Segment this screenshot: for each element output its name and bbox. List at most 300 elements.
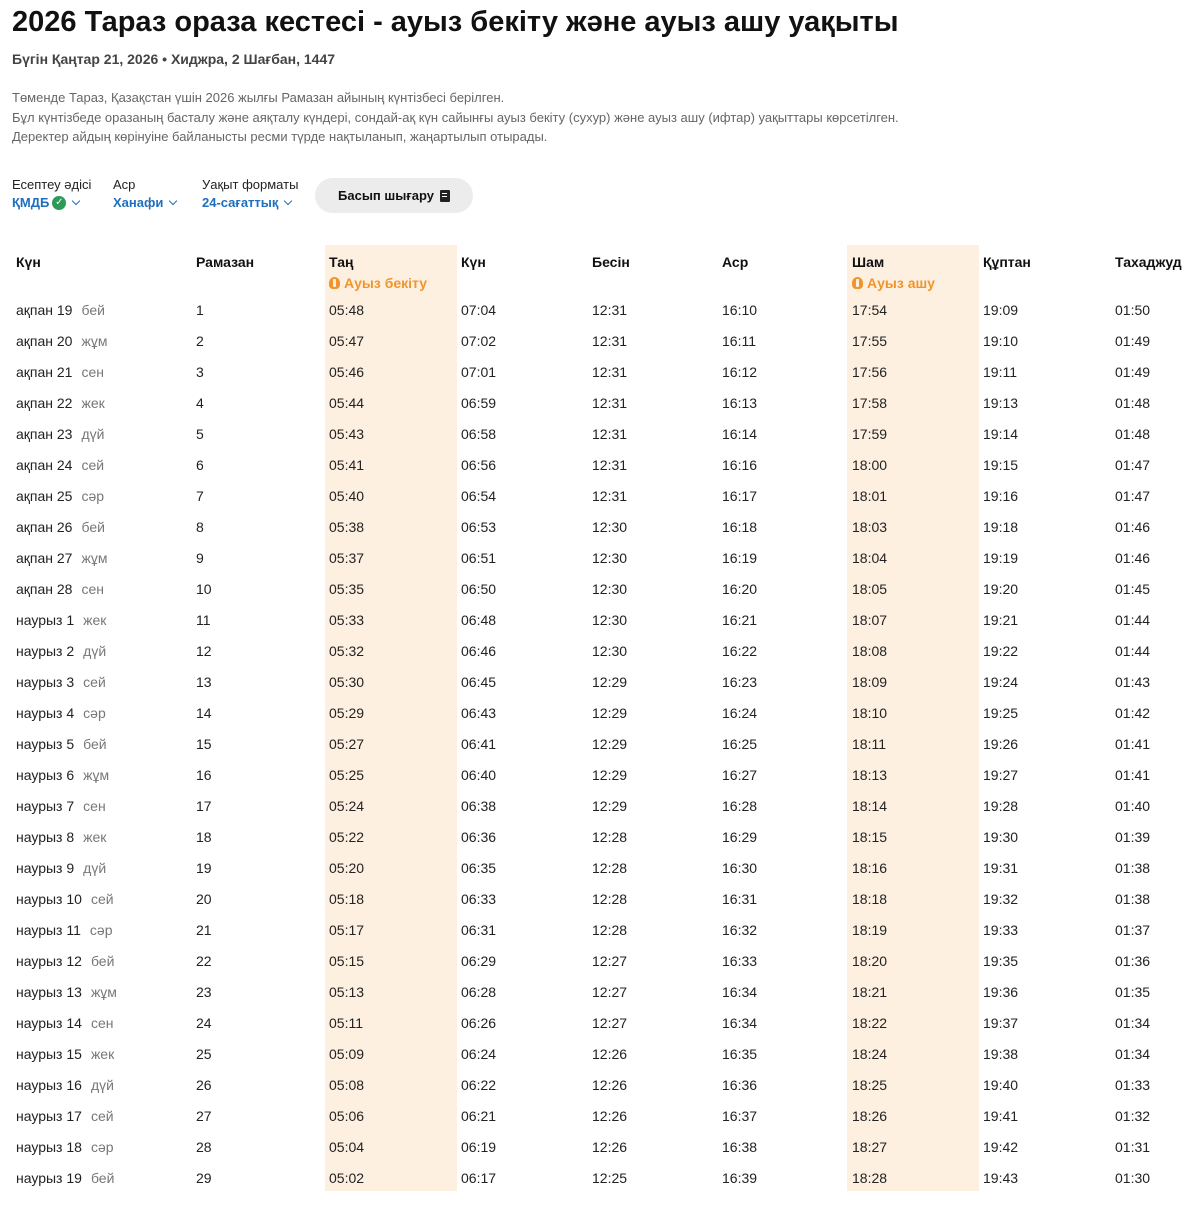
dhuhr-time-cell: 12:29 [592,705,628,721]
dhuhr-time-cell: 12:27 [592,1015,628,1031]
maghrib-time-cell: 18:25 [852,1077,888,1093]
date-cell [16,1039,114,1070]
ramadan-day-cell: 3 [196,364,204,380]
weekday-text: дүй [83,860,107,876]
ramadan-day-cell: 21 [196,922,212,938]
maghrib-time-cell: 18:28 [852,1170,888,1186]
weekday-text: сен [83,798,106,814]
header-fajr: Таң [329,254,354,270]
food-bowl-icon [329,277,340,289]
dhuhr-time-cell: 12:25 [592,1170,628,1186]
asr-time-cell: 16:28 [722,798,758,814]
table-row [0,605,1200,636]
date-text: наурыз 13 [16,984,82,1000]
fajr-time-cell: 05:35 [329,581,365,597]
fajr-time-cell: 05:09 [329,1046,365,1062]
date-text: наурыз 18 [16,1139,82,1155]
weekday-text: жұм [90,984,117,1000]
chevron-down-icon [284,197,292,205]
table-row [0,1132,1200,1163]
sunrise-time-cell: 06:59 [461,395,497,411]
today-date: Бүгін Қаңтар 21, 2026 • Хиджра, 2 Шағбан, 1447 [12,51,336,67]
sunrise-time-cell: 07:02 [461,333,497,349]
tahajjud-time-cell: 01:32 [1115,1108,1151,1124]
sunrise-time-cell: 06:50 [461,581,497,597]
ramadan-day-cell: 27 [196,1108,212,1124]
header-suhur-label: Ауыз бекіту [344,275,428,291]
dhuhr-time-cell: 12:30 [592,550,628,566]
ramadan-day-cell: 23 [196,984,212,1000]
header-iftar [852,275,935,291]
asr-time-cell: 16:34 [722,1015,758,1031]
maghrib-time-cell: 17:59 [852,426,888,442]
date-text: ақпан 19 [16,302,73,318]
maghrib-time-cell: 18:15 [852,829,888,845]
weekday-text: сәр [89,922,113,938]
header-maghrib: Шам [852,254,885,270]
date-text: наурыз 16 [16,1077,82,1093]
dhuhr-time-cell: 12:31 [592,457,628,473]
asr-time-cell: 16:23 [722,674,758,690]
table-row [0,915,1200,946]
weekday-text: дүй [90,1077,114,1093]
date-cell [16,1163,114,1194]
table-row [0,388,1200,419]
asr-time-cell: 16:34 [722,984,758,1000]
ramadan-day-cell: 25 [196,1046,212,1062]
tahajjud-time-cell: 01:40 [1115,798,1151,814]
maghrib-time-cell: 18:03 [852,519,888,535]
fajr-time-cell: 05:06 [329,1108,365,1124]
date-text: наурыз 8 [16,829,75,845]
fajr-time-cell: 05:13 [329,984,365,1000]
dhuhr-time-cell: 12:26 [592,1046,628,1062]
weekday-text: сен [81,364,105,380]
date-text: ақпан 25 [16,488,73,504]
tahajjud-time-cell: 01:45 [1115,581,1151,597]
asr-time-cell: 16:13 [722,395,758,411]
table-row [0,760,1200,791]
header-tahajjud: Тахаджуд [1115,254,1182,270]
tahajjud-time-cell: 01:30 [1115,1170,1151,1186]
date-cell [16,760,109,791]
header-isha: Құптан [983,254,1031,270]
date-text: наурыз 11 [16,922,81,938]
isha-time-cell: 19:33 [983,922,1019,938]
maghrib-time-cell: 18:00 [852,457,888,473]
weekday-text: сей [90,1108,114,1124]
header-iftar-label: Ауыз ашу [867,275,935,291]
ramadan-day-cell: 4 [196,395,204,411]
date-text: наурыз 4 [16,705,75,721]
tahajjud-time-cell: 01:38 [1115,860,1151,876]
isha-time-cell: 19:42 [983,1139,1019,1155]
maghrib-time-cell: 18:27 [852,1139,888,1155]
date-cell [16,729,107,760]
tahajjud-time-cell: 01:49 [1115,333,1151,349]
asr-time-cell: 16:25 [722,736,758,752]
sunrise-time-cell: 06:53 [461,519,497,535]
calculation-method-dropdown[interactable] [12,195,91,210]
tahajjud-time-cell: 01:46 [1115,550,1151,566]
maghrib-time-cell: 17:58 [852,395,888,411]
date-text: наурыз 19 [16,1170,82,1186]
header-dhuhr: Бесін [592,254,630,270]
dhuhr-time-cell: 12:31 [592,364,628,380]
asr-time-cell: 16:36 [722,1077,758,1093]
ramadan-day-cell: 26 [196,1077,212,1093]
maghrib-time-cell: 18:21 [852,984,888,1000]
dhuhr-time-cell: 12:26 [592,1077,628,1093]
asr-time-cell: 16:31 [722,891,758,907]
ramadan-day-cell: 12 [196,643,212,659]
fajr-time-cell: 05:22 [329,829,365,845]
fajr-time-cell: 05:47 [329,333,365,349]
asr-time-cell: 16:39 [722,1170,758,1186]
date-cell [16,698,106,729]
isha-time-cell: 19:26 [983,736,1019,752]
weekday-text: жұм [83,767,110,783]
dhuhr-time-cell: 12:31 [592,426,628,442]
ramadan-day-cell: 13 [196,674,212,690]
sunrise-time-cell: 06:17 [461,1170,497,1186]
asr-time-cell: 16:29 [722,829,758,845]
calculation-method-value: ҚМДБ [12,195,50,210]
date-text: наурыз 3 [16,674,75,690]
tahajjud-time-cell: 01:34 [1115,1015,1151,1031]
isha-time-cell: 19:27 [983,767,1019,783]
weekday-text: жұм [81,333,108,349]
fajr-time-cell: 05:44 [329,395,365,411]
weekday-text: сәр [83,705,106,721]
tahajjud-time-cell: 01:41 [1115,767,1151,783]
weekday-text: сен [81,581,105,597]
ramadan-day-cell: 10 [196,581,212,597]
date-cell [16,1070,114,1101]
maghrib-time-cell: 18:10 [852,705,888,721]
ramadan-day-cell: 9 [196,550,204,566]
sunrise-time-cell: 06:19 [461,1139,497,1155]
table-row [0,1101,1200,1132]
table-row [0,946,1200,977]
date-text: наурыз 14 [16,1015,82,1031]
maghrib-time-cell: 18:04 [852,550,888,566]
sunrise-time-cell: 07:01 [461,364,497,380]
weekday-text: жек [81,395,105,411]
asr-time-cell: 16:30 [722,860,758,876]
isha-time-cell: 19:15 [983,457,1019,473]
calculation-method-setting [12,177,91,210]
asr-time-cell: 16:10 [722,302,758,318]
fajr-time-cell: 05:29 [329,705,365,721]
dhuhr-time-cell: 12:26 [592,1139,628,1155]
tahajjud-time-cell: 01:41 [1115,736,1151,752]
weekday-text: сәр [81,488,105,504]
sunrise-time-cell: 06:36 [461,829,497,845]
sunrise-time-cell: 06:40 [461,767,497,783]
date-cell [16,295,105,326]
tahajjud-time-cell: 01:33 [1115,1077,1151,1093]
dhuhr-time-cell: 12:27 [592,953,628,969]
weekday-text: бей [81,302,105,318]
asr-time-cell: 16:18 [722,519,758,535]
date-text: ақпан 20 [16,333,73,349]
isha-time-cell: 19:20 [983,581,1019,597]
maghrib-time-cell: 18:20 [852,953,888,969]
date-cell [16,357,104,388]
asr-time-cell: 16:20 [722,581,758,597]
dhuhr-time-cell: 12:27 [592,984,628,1000]
isha-time-cell: 19:10 [983,333,1019,349]
tahajjud-time-cell: 01:36 [1115,953,1151,969]
tahajjud-time-cell: 01:47 [1115,488,1151,504]
fajr-time-cell: 05:41 [329,457,365,473]
tahajjud-time-cell: 01:50 [1115,302,1151,318]
weekday-text: сей [83,674,106,690]
sunrise-time-cell: 06:58 [461,426,497,442]
description-line: Төменде Тараз, Қазақстан үшін 2026 жылғы Рамазан айының күнтізбесі берілген. [12,90,505,105]
isha-time-cell: 19:30 [983,829,1019,845]
table-row [0,1039,1200,1070]
sunrise-time-cell: 06:24 [461,1046,497,1062]
isha-time-cell: 19:19 [983,550,1019,566]
date-cell [16,915,112,946]
dhuhr-time-cell: 12:28 [592,860,628,876]
table-row [0,667,1200,698]
weekday-text: дүй [83,643,107,659]
ramadan-day-cell: 16 [196,767,212,783]
sunrise-time-cell: 06:51 [461,550,497,566]
maghrib-time-cell: 18:07 [852,612,888,628]
sunrise-time-cell: 06:35 [461,860,497,876]
sunrise-time-cell: 06:56 [461,457,497,473]
ramadan-day-cell: 7 [196,488,204,504]
asr-time-cell: 16:21 [722,612,758,628]
maghrib-time-cell: 18:18 [852,891,888,907]
fajr-time-cell: 05:11 [329,1015,363,1031]
dhuhr-time-cell: 12:29 [592,736,628,752]
chevron-down-icon [169,197,177,205]
ramadan-day-cell: 22 [196,953,212,969]
maghrib-time-cell: 17:56 [852,364,888,380]
sunrise-time-cell: 06:26 [461,1015,497,1031]
isha-time-cell: 19:41 [983,1108,1019,1124]
asr-dropdown[interactable] [113,195,180,210]
dhuhr-time-cell: 12:31 [592,488,628,504]
table-row [0,574,1200,605]
calculation-method-label: Есептеу әдісі [12,177,92,192]
header-day: Күн [16,254,41,270]
dhuhr-time-cell: 12:28 [592,922,628,938]
dhuhr-time-cell: 12:31 [592,333,628,349]
date-cell [16,605,106,636]
fajr-time-cell: 05:18 [329,891,365,907]
weekday-text: сей [90,891,114,907]
dhuhr-time-cell: 12:29 [592,767,628,783]
fajr-time-cell: 05:08 [329,1077,365,1093]
date-text: наурыз 10 [16,891,82,907]
date-text: наурыз 5 [16,736,75,752]
fajr-time-cell: 05:15 [329,953,365,969]
weekday-text: жұм [81,550,108,566]
dhuhr-time-cell: 12:30 [592,519,628,535]
tahajjud-time-cell: 01:49 [1115,364,1151,380]
date-text: ақпан 23 [16,426,73,442]
ramadan-day-cell: 29 [196,1170,212,1186]
asr-time-cell: 16:27 [722,767,758,783]
asr-time-cell: 16:19 [722,550,758,566]
tahajjud-time-cell: 01:35 [1115,984,1151,1000]
ramadan-day-cell: 5 [196,426,204,442]
table-row [0,295,1200,326]
page-description [12,88,899,147]
ramadan-day-cell: 17 [196,798,212,814]
date-text: наурыз 2 [16,643,75,659]
fajr-time-cell: 05:33 [329,612,365,628]
fajr-time-cell: 05:40 [329,488,365,504]
weekday-text: бей [90,953,115,969]
fajr-time-cell: 05:48 [329,302,365,318]
isha-time-cell: 19:37 [983,1015,1019,1031]
sunrise-time-cell: 07:04 [461,302,497,318]
fajr-time-cell: 05:30 [329,674,365,690]
table-row [0,543,1200,574]
fajr-time-cell: 05:17 [329,922,365,938]
date-text: наурыз 9 [16,860,75,876]
table-row [0,1008,1200,1039]
tahajjud-time-cell: 01:47 [1115,457,1151,473]
dhuhr-time-cell: 12:29 [592,674,628,690]
table-row [0,357,1200,388]
weekday-text: дүй [81,426,105,442]
date-text: наурыз 15 [16,1046,82,1062]
header-sunrise: Күн [461,254,486,270]
isha-time-cell: 19:18 [983,519,1019,535]
dhuhr-time-cell: 12:31 [592,395,628,411]
ramadan-day-cell: 18 [196,829,212,845]
page-title: 2026 Тараз ораза кестесі - ауыз бекіту және ауыз ашу уақыты [12,6,899,38]
table-row [0,884,1200,915]
fajr-time-cell: 05:27 [329,736,365,752]
date-text: наурыз 6 [16,767,75,783]
dhuhr-time-cell: 12:30 [592,612,628,628]
date-cell [16,636,106,667]
maghrib-time-cell: 18:22 [852,1015,888,1031]
date-text: наурыз 7 [16,798,75,814]
date-cell [16,326,107,357]
time-format-label: Уақыт форматы [202,177,299,192]
tahajjud-time-cell: 01:42 [1115,705,1151,721]
asr-time-cell: 16:33 [722,953,758,969]
sunrise-time-cell: 06:41 [461,736,497,752]
date-cell [16,481,104,512]
asr-time-cell: 16:16 [722,457,758,473]
asr-time-cell: 16:35 [722,1046,758,1062]
date-text: ақпан 21 [16,364,73,380]
date-cell [16,388,105,419]
date-cell [16,574,104,605]
isha-time-cell: 19:32 [983,891,1019,907]
table-row [0,512,1200,543]
isha-time-cell: 19:14 [983,426,1019,442]
chevron-down-icon [72,197,80,205]
date-cell [16,884,114,915]
weekday-text: бей [81,519,105,535]
isha-time-cell: 19:28 [983,798,1019,814]
ramadan-day-cell: 8 [196,519,204,535]
fajr-time-cell: 05:04 [329,1139,365,1155]
fajr-time-cell: 05:37 [329,550,365,566]
print-button[interactable] [315,178,473,213]
table-row [0,698,1200,729]
asr-time-cell: 16:24 [722,705,758,721]
isha-time-cell: 19:40 [983,1077,1019,1093]
asr-time-cell: 16:14 [722,426,758,442]
ramadan-day-cell: 6 [196,457,204,473]
date-cell [16,667,106,698]
header-suhur [329,275,427,291]
table-row [0,791,1200,822]
table-row [0,1070,1200,1101]
date-cell [16,977,117,1008]
dhuhr-time-cell: 12:30 [592,643,628,659]
asr-time-cell: 16:22 [722,643,758,659]
ramadan-day-cell: 1 [196,302,204,318]
date-text: ақпан 22 [16,395,73,411]
dhuhr-time-cell: 12:31 [592,302,628,318]
header-asr: Аср [722,254,749,270]
fajr-time-cell: 05:20 [329,860,365,876]
weekday-text: жек [83,612,107,628]
isha-time-cell: 19:11 [983,364,1017,380]
tahajjud-time-cell: 01:43 [1115,674,1151,690]
date-cell [16,1008,113,1039]
date-cell [16,822,106,853]
tahajjud-time-cell: 01:34 [1115,1046,1151,1062]
time-format-value: 24-сағаттық [202,195,279,210]
asr-label: Аср [113,177,136,192]
table-row [0,326,1200,357]
isha-time-cell: 19:36 [983,984,1019,1000]
fajr-time-cell: 05:02 [329,1170,365,1186]
description-line: Деректер айдың көрінуіне байланысты ресми түрде нақтыланып, жаңартылып отырады. [12,129,548,144]
maghrib-time-cell: 17:55 [852,333,888,349]
tahajjud-time-cell: 01:48 [1115,395,1151,411]
table-row [0,636,1200,667]
time-format-dropdown[interactable] [202,195,298,210]
sunrise-time-cell: 06:29 [461,953,497,969]
isha-time-cell: 19:35 [983,953,1019,969]
dhuhr-time-cell: 12:29 [592,798,628,814]
weekday-text: сәр [90,1139,114,1155]
isha-time-cell: 19:09 [983,302,1019,318]
asr-time-cell: 16:11 [722,333,756,349]
maghrib-time-cell: 18:01 [852,488,888,504]
verified-check-icon: ✓ [52,196,66,210]
isha-time-cell: 19:13 [983,395,1019,411]
date-cell [16,1101,114,1132]
asr-time-cell: 16:37 [722,1108,758,1124]
asr-time-cell: 16:38 [722,1139,758,1155]
maghrib-time-cell: 18:05 [852,581,888,597]
tahajjud-time-cell: 01:31 [1115,1139,1151,1155]
dhuhr-time-cell: 12:26 [592,1108,628,1124]
weekday-text: сен [90,1015,114,1031]
isha-time-cell: 19:25 [983,705,1019,721]
isha-time-cell: 19:24 [983,674,1019,690]
maghrib-time-cell: 18:26 [852,1108,888,1124]
dhuhr-time-cell: 12:30 [592,581,628,597]
